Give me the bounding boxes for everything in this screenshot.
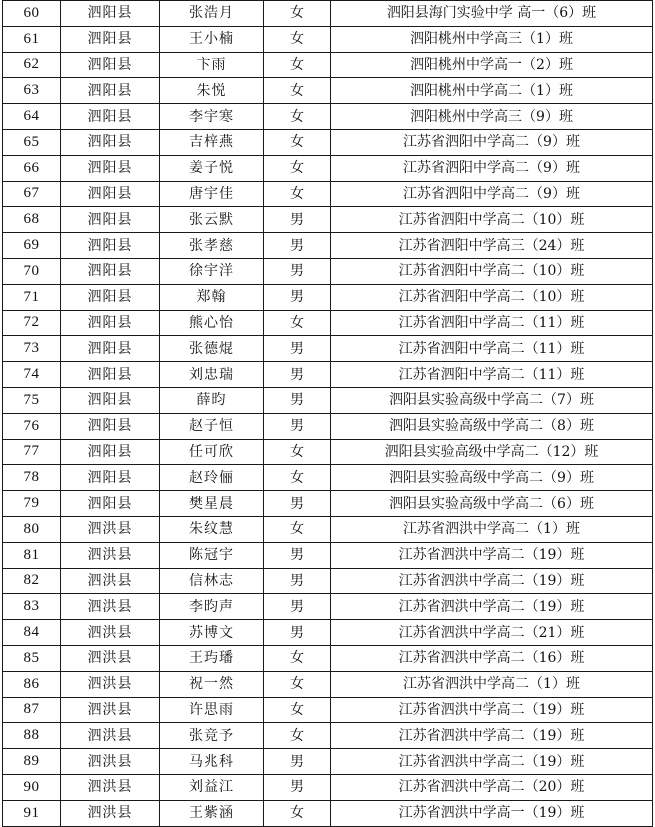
student-name-cell: 薛昀 [160,387,264,413]
school-class-cell: 江苏省泗洪中学高二（16）班 [331,645,653,671]
school-class-cell: 江苏省泗洪中学高二（1）班 [331,516,653,542]
county-cell: 泗洪县 [61,620,160,646]
county-cell: 泗洪县 [61,800,160,826]
student-name-cell: 陈冠宇 [160,542,264,568]
gender-cell: 女 [264,52,331,78]
county-cell: 泗阳县 [61,104,160,130]
row-number-cell: 90 [3,774,61,800]
student-name-cell: 苏博文 [160,620,264,646]
school-class-cell: 江苏省泗阳中学高二（10）班 [331,258,653,284]
student-name-cell: 赵子恒 [160,413,264,439]
county-cell: 泗洪县 [61,594,160,620]
school-class-cell: 江苏省泗阳中学高二（10）班 [331,284,653,310]
gender-cell: 女 [264,439,331,465]
table-row [3,800,653,826]
school-class-cell: 江苏省泗洪中学高二（19）班 [331,542,653,568]
county-cell: 泗阳县 [61,362,160,388]
gender-cell: 男 [264,774,331,800]
gender-cell: 女 [264,465,331,491]
table-row [3,104,653,130]
gender-cell: 男 [264,491,331,517]
student-name-cell: 朱悦 [160,78,264,104]
student-name-cell: 张孝慈 [160,233,264,259]
row-number-cell: 65 [3,129,61,155]
row-number-cell: 85 [3,645,61,671]
gender-cell: 女 [264,1,331,27]
roster-body [3,1,653,827]
table-row [3,26,653,52]
county-cell: 泗阳县 [61,336,160,362]
county-cell: 泗阳县 [61,413,160,439]
student-name-cell: 朱纹慧 [160,516,264,542]
school-class-cell: 江苏省泗洪中学高二（19）班 [331,723,653,749]
gender-cell: 女 [264,671,331,697]
table-row [3,129,653,155]
table-row [3,52,653,78]
table-row [3,594,653,620]
gender-cell: 男 [264,362,331,388]
table-row [3,258,653,284]
student-name-cell: 信林志 [160,568,264,594]
school-class-cell: 江苏省泗洪中学高二（21）班 [331,620,653,646]
county-cell: 泗阳县 [61,207,160,233]
row-number-cell: 87 [3,697,61,723]
table-row [3,207,653,233]
school-class-cell: 泗阳县实验高级中学高二（6）班 [331,491,653,517]
table-row [3,568,653,594]
table-row [3,439,653,465]
county-cell: 泗阳县 [61,491,160,517]
school-class-cell: 江苏省泗洪中学高二（19）班 [331,697,653,723]
school-class-cell: 江苏省泗洪中学高二（19）班 [331,594,653,620]
student-name-cell: 刘忠瑞 [160,362,264,388]
table-row [3,774,653,800]
school-class-cell: 泗阳县实验高级中学高二（9）班 [331,465,653,491]
county-cell: 泗洪县 [61,697,160,723]
gender-cell: 女 [264,181,331,207]
gender-cell: 男 [264,233,331,259]
student-name-cell: 张竞予 [160,723,264,749]
row-number-cell: 72 [3,310,61,336]
table-row [3,284,653,310]
county-cell: 泗阳县 [61,181,160,207]
row-number-cell: 84 [3,620,61,646]
table-row [3,671,653,697]
row-number-cell: 64 [3,104,61,130]
school-class-cell: 江苏省泗阳中学高二（9）班 [331,155,653,181]
gender-cell: 男 [264,620,331,646]
table-row [3,516,653,542]
row-number-cell: 61 [3,26,61,52]
gender-cell: 男 [264,568,331,594]
school-class-cell: 泗阳桃州中学高二（1）班 [331,78,653,104]
student-name-cell: 樊星晨 [160,491,264,517]
school-class-cell: 泗阳县实验高级中学高二（12）班 [331,439,653,465]
gender-cell: 女 [264,645,331,671]
school-class-cell: 泗阳桃州中学高一（2）班 [331,52,653,78]
county-cell: 泗阳县 [61,310,160,336]
gender-cell: 男 [264,594,331,620]
student-name-cell: 王小楠 [160,26,264,52]
row-number-cell: 78 [3,465,61,491]
student-roster-table [2,0,653,827]
gender-cell: 男 [264,749,331,775]
gender-cell: 女 [264,129,331,155]
county-cell: 泗洪县 [61,568,160,594]
student-name-cell: 熊心怡 [160,310,264,336]
table-row [3,465,653,491]
county-cell: 泗阳县 [61,387,160,413]
table-row [3,491,653,517]
student-name-cell: 徐宇洋 [160,258,264,284]
student-name-cell: 张云默 [160,207,264,233]
table-row [3,542,653,568]
student-name-cell: 李昀声 [160,594,264,620]
county-cell: 泗阳县 [61,1,160,27]
county-cell: 泗阳县 [61,284,160,310]
school-class-cell: 江苏省泗阳中学高二（11）班 [331,310,653,336]
row-number-cell: 80 [3,516,61,542]
student-name-cell: 马兆科 [160,749,264,775]
school-class-cell: 江苏省泗阳中学高二（10）班 [331,207,653,233]
county-cell: 泗阳县 [61,26,160,52]
school-class-cell: 江苏省泗阳中学高二（9）班 [331,129,653,155]
county-cell: 泗洪县 [61,723,160,749]
school-class-cell: 江苏省泗阳中学高二（11）班 [331,336,653,362]
gender-cell: 男 [264,387,331,413]
row-number-cell: 76 [3,413,61,439]
county-cell: 泗阳县 [61,258,160,284]
school-class-cell: 江苏省泗洪中学高二（19）班 [331,749,653,775]
table-row [3,233,653,259]
gender-cell: 女 [264,104,331,130]
student-name-cell: 李宇寒 [160,104,264,130]
county-cell: 泗阳县 [61,78,160,104]
gender-cell: 女 [264,723,331,749]
table-row [3,181,653,207]
table-row [3,620,653,646]
row-number-cell: 75 [3,387,61,413]
row-number-cell: 91 [3,800,61,826]
table-row [3,155,653,181]
table-row [3,1,653,27]
table-row [3,697,653,723]
gender-cell: 男 [264,284,331,310]
school-class-cell: 江苏省泗阳中学高三（24）班 [331,233,653,259]
gender-cell: 男 [264,207,331,233]
school-class-cell: 江苏省泗洪中学高二（1）班 [331,671,653,697]
gender-cell: 男 [264,542,331,568]
row-number-cell: 67 [3,181,61,207]
gender-cell: 女 [264,155,331,181]
school-class-cell: 江苏省泗阳中学高二（9）班 [331,181,653,207]
student-name-cell: 张德焜 [160,336,264,362]
county-cell: 泗阳县 [61,52,160,78]
student-name-cell: 郑翰 [160,284,264,310]
row-number-cell: 77 [3,439,61,465]
school-class-cell: 泗阳桃州中学高三（9）班 [331,104,653,130]
row-number-cell: 73 [3,336,61,362]
row-number-cell: 86 [3,671,61,697]
county-cell: 泗阳县 [61,465,160,491]
school-class-cell: 泗阳县实验高级中学高二（7）班 [331,387,653,413]
gender-cell: 女 [264,26,331,52]
gender-cell: 女 [264,310,331,336]
table-row [3,310,653,336]
row-number-cell: 74 [3,362,61,388]
row-number-cell: 62 [3,52,61,78]
row-number-cell: 81 [3,542,61,568]
row-number-cell: 88 [3,723,61,749]
table-row [3,78,653,104]
county-cell: 泗阳县 [61,233,160,259]
row-number-cell: 82 [3,568,61,594]
gender-cell: 女 [264,78,331,104]
student-name-cell: 张浩月 [160,1,264,27]
student-name-cell: 吉梓燕 [160,129,264,155]
county-cell: 泗洪县 [61,542,160,568]
student-name-cell: 任可欣 [160,439,264,465]
row-number-cell: 71 [3,284,61,310]
row-number-cell: 63 [3,78,61,104]
county-cell: 泗洪县 [61,671,160,697]
table-row [3,336,653,362]
school-class-cell: 江苏省泗洪中学高二（20）班 [331,774,653,800]
student-name-cell: 祝一然 [160,671,264,697]
gender-cell: 女 [264,697,331,723]
school-class-cell: 江苏省泗阳中学高二（11）班 [331,362,653,388]
school-class-cell: 泗阳县海门实验中学 高一（6）班 [331,1,653,27]
student-name-cell: 许思雨 [160,697,264,723]
table-row [3,645,653,671]
gender-cell: 男 [264,336,331,362]
student-name-cell: 王紫涵 [160,800,264,826]
school-class-cell: 泗阳桃州中学高三（1）班 [331,26,653,52]
row-number-cell: 66 [3,155,61,181]
gender-cell: 女 [264,800,331,826]
table-row [3,723,653,749]
student-name-cell: 姜子悦 [160,155,264,181]
student-name-cell: 王玙璠 [160,645,264,671]
county-cell: 泗洪县 [61,516,160,542]
gender-cell: 男 [264,413,331,439]
county-cell: 泗洪县 [61,749,160,775]
county-cell: 泗阳县 [61,129,160,155]
county-cell: 泗阳县 [61,155,160,181]
table-row [3,749,653,775]
row-number-cell: 89 [3,749,61,775]
gender-cell: 女 [264,516,331,542]
row-number-cell: 70 [3,258,61,284]
student-name-cell: 卞雨 [160,52,264,78]
student-name-cell: 赵玲俪 [160,465,264,491]
gender-cell: 男 [264,258,331,284]
row-number-cell: 68 [3,207,61,233]
student-name-cell: 唐宇佳 [160,181,264,207]
row-number-cell: 83 [3,594,61,620]
student-name-cell: 刘益江 [160,774,264,800]
school-class-cell: 江苏省泗洪中学高一（19）班 [331,800,653,826]
row-number-cell: 60 [3,1,61,27]
county-cell: 泗洪县 [61,645,160,671]
table-row [3,413,653,439]
school-class-cell: 江苏省泗洪中学高二（19）班 [331,568,653,594]
county-cell: 泗阳县 [61,439,160,465]
row-number-cell: 79 [3,491,61,517]
row-number-cell: 69 [3,233,61,259]
table-row [3,362,653,388]
school-class-cell: 泗阳县实验高级中学高二（8）班 [331,413,653,439]
county-cell: 泗洪县 [61,774,160,800]
table-row [3,387,653,413]
